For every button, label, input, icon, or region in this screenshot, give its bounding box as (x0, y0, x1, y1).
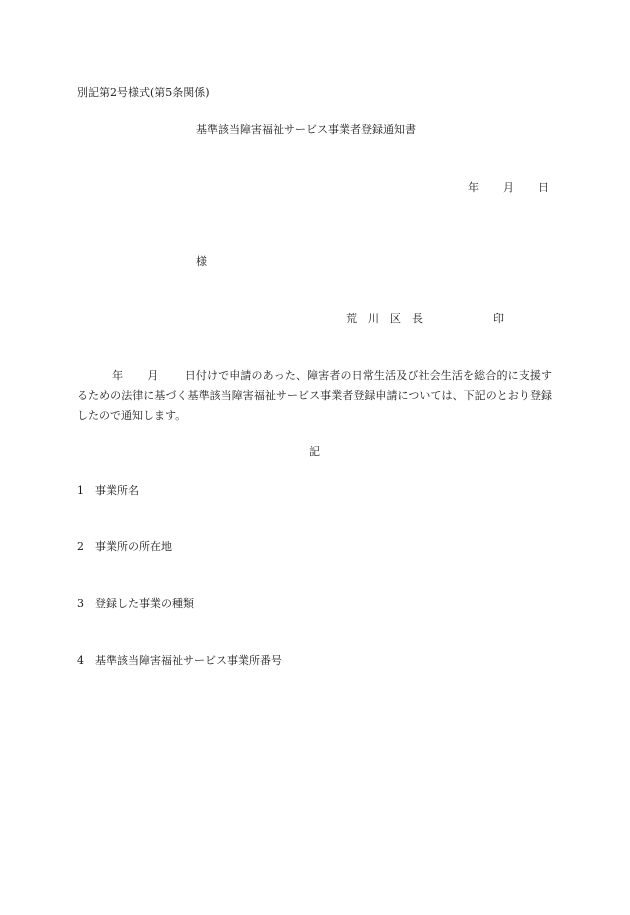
date-line (468, 181, 549, 195)
body-year-label: 年 (112, 369, 124, 382)
list-item (77, 597, 194, 611)
notice-body (77, 366, 552, 426)
date-year-label: 年 (468, 181, 479, 194)
ki-heading: 記 (309, 445, 320, 458)
item-label: 事業所名 (95, 484, 139, 497)
issuer-name: 荒 川 区 長 (346, 312, 423, 325)
addressee-suffix: 様 (196, 255, 207, 268)
body-text: 日付けで申請のあった、障害者の日常生活及び社会生活を総合的に支援するための法律に基づく基準該当障害福祉サービス事業者登録申請については、下記のとおり登録したので通知します。 (77, 369, 553, 422)
list-item (77, 484, 139, 498)
item-number: 4 (77, 654, 84, 667)
seal-mark: 印 (493, 312, 504, 325)
item-label: 事業所の所在地 (95, 540, 172, 553)
item-number: 3 (77, 597, 84, 610)
list-item (77, 540, 172, 554)
item-number: 2 (77, 540, 84, 553)
item-number: 1 (77, 484, 84, 497)
issuer-line (346, 312, 504, 326)
date-month-label: 月 (503, 181, 514, 194)
list-item (77, 654, 282, 668)
item-label: 登録した事業の種類 (95, 597, 194, 610)
document-title: 基準該当障害福祉サービス事業者登録通知書 (196, 123, 416, 136)
body-month-label: 月 (147, 369, 159, 382)
date-day-label: 日 (538, 181, 549, 194)
item-label: 基準該当障害福祉サービス事業所番号 (95, 654, 282, 667)
form-reference: 別記第2号様式(第5条関係) (77, 86, 210, 99)
